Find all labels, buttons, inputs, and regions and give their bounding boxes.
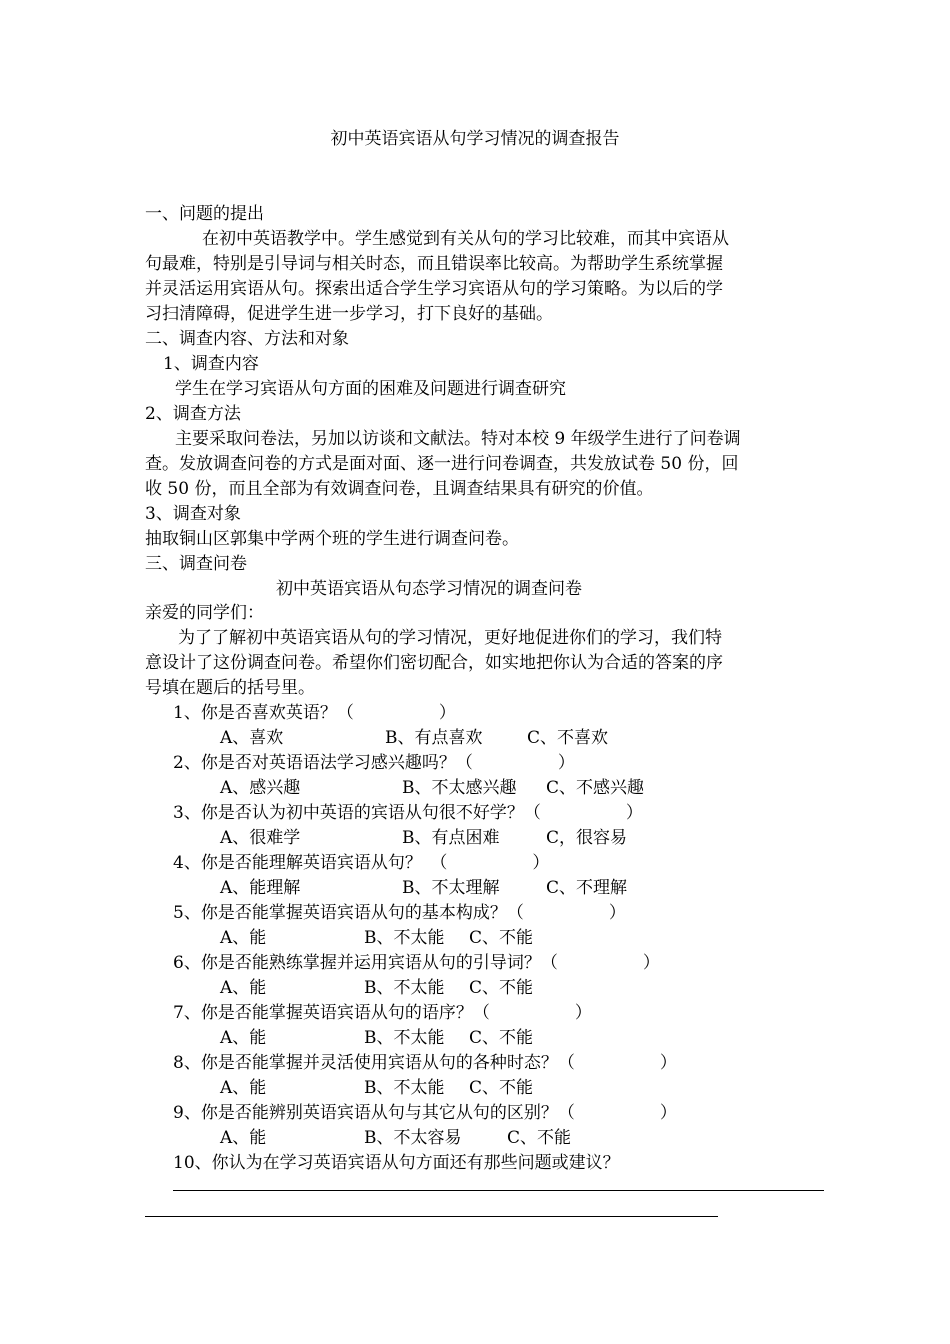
option-b: B、不太理解	[402, 878, 500, 898]
option-b: B、有点困难	[402, 828, 500, 848]
question: 5、你是否能掌握英语宾语从句的基本构成？（ ）	[173, 903, 626, 923]
section1-line: 句最难，特别是引导词与相关时态，而且错误率比较高。为帮助学生系统掌握	[145, 254, 723, 274]
option-a: A、很难学	[220, 828, 301, 848]
option-b: B、不太能	[364, 978, 445, 998]
option-c: C、不能	[507, 1128, 572, 1148]
option-c: C、不喜欢	[527, 728, 609, 748]
section3-heading: 三、调查问卷	[145, 554, 247, 574]
question: 4、你是否能理解英语宾语从句？ （ ）	[173, 853, 550, 873]
option-a: A、喜欢	[220, 728, 284, 748]
question-open: 10、你认为在学习英语宾语从句方面还有那些问题或建议？	[173, 1153, 620, 1173]
subsection-text: 学生在学习宾语从句方面的困难及问题进行调查研究	[175, 379, 566, 399]
intro-line: 为了了解初中英语宾语从句的学习情况，更好地促进你们的学习，我们特	[178, 628, 722, 648]
option-a: A、能	[220, 928, 267, 948]
option-a: A、能	[220, 978, 267, 998]
option-a: A、能	[220, 1078, 267, 1098]
option-a: A、感兴趣	[220, 778, 301, 798]
section1-line: 习扫清障碍，促进学生进一步学习，打下良好的基础。	[145, 304, 553, 324]
intro-line: 意设计了这份调查问卷。希望你们密切配合，如实地把你认为合适的答案的序	[145, 653, 723, 673]
survey-title: 初中英语宾语从句态学习情况的调查问卷	[276, 579, 582, 599]
subsection-line: 收 50 份，而且全部为有效调查问卷，且调查结果具有研究的价值。	[145, 479, 654, 499]
option-a: A、能	[220, 1128, 267, 1148]
question: 2、你是否对英语语法学习感兴趣吗？（ ）	[173, 753, 575, 773]
document-title: 初中英语宾语从句学习情况的调查报告	[330, 129, 620, 149]
question: 7、你是否能掌握英语宾语从句的语序？（ ）	[173, 1003, 592, 1023]
option-c: C，很容易	[546, 828, 628, 848]
option-b: B、不太容易	[364, 1128, 462, 1148]
question: 3、你是否认为初中英语的宾语从句很不好学？（ ）	[173, 803, 643, 823]
answer-line	[145, 1216, 718, 1217]
option-b: B、不太能	[364, 928, 445, 948]
option-b: B、有点喜欢	[385, 728, 483, 748]
section1-line: 并灵活运用宾语从句。探索出适合学生学习宾语从句的学习策略。为以后的学	[145, 279, 723, 299]
question: 9、你是否能辨别英语宾语从句与其它从句的区别？（ ）	[173, 1103, 677, 1123]
question: 6、你是否能熟练掌握并运用宾语从句的引导词？（ ）	[173, 953, 660, 973]
option-c: C、不能	[469, 1078, 534, 1098]
subsection-line: 主要采取问卷法，另加以访谈和文献法。特对本校 9 年级学生进行了问卷调	[175, 429, 741, 449]
option-a: A、能	[220, 1028, 267, 1048]
option-c: C、不能	[469, 978, 534, 998]
option-c: C、不理解	[546, 878, 628, 898]
subsection-line: 查。发放调查问卷的方式是面对面、逐一进行问卷调查，共发放试卷 50 份，回	[145, 454, 739, 474]
option-c: C、不能	[469, 928, 534, 948]
section1-heading: 一、问题的提出	[145, 204, 264, 224]
option-a: A、能理解	[220, 878, 301, 898]
option-c: C、不能	[469, 1028, 534, 1048]
option-b: B、不太能	[364, 1028, 445, 1048]
answer-line	[173, 1190, 824, 1191]
option-b: B、不太感兴趣	[402, 778, 517, 798]
question: 1、你是否喜欢英语？（ ）	[173, 703, 456, 723]
option-c: C、不感兴趣	[546, 778, 645, 798]
option-b: B、不太能	[364, 1078, 445, 1098]
section1-line: 在初中英语教学中。学生感觉到有关从句的学习比较难，而其中宾语从	[202, 229, 729, 249]
subsection-heading: 3、调查对象	[145, 504, 241, 524]
section2-heading: 二、调查内容、方法和对象	[145, 329, 349, 349]
greeting: 亲爱的同学们：	[145, 603, 264, 623]
intro-line: 号填在题后的括号里。	[145, 678, 315, 698]
subsection-heading: 1、调查内容	[163, 354, 259, 374]
question: 8、你是否能掌握并灵活使用宾语从句的各种时态？（ ）	[173, 1053, 677, 1073]
subsection-text: 抽取铜山区郭集中学两个班的学生进行调查问卷。	[145, 529, 519, 549]
subsection-heading: 2、调查方法	[145, 404, 241, 424]
